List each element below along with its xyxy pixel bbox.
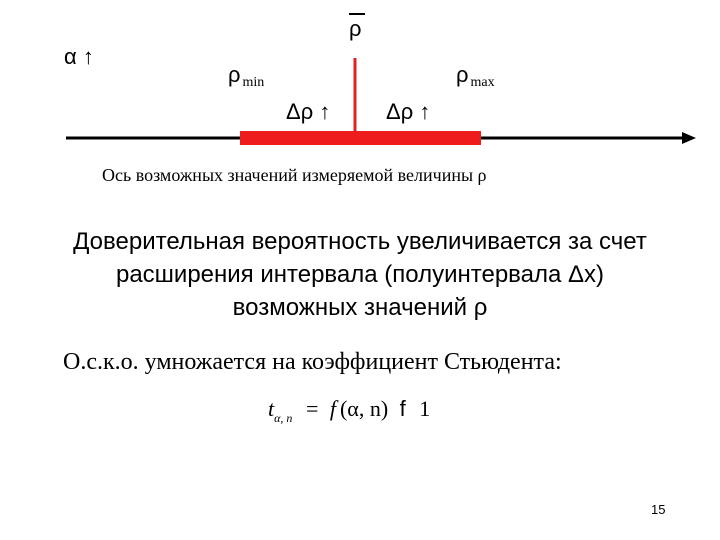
- axis-arrowhead: [682, 132, 696, 144]
- rho-min-symbol: ρ: [228, 62, 241, 87]
- mean-rho-label: ρ: [349, 16, 362, 41]
- text-line-3: возможных значений ρ: [232, 294, 488, 321]
- formula-equals: =: [305, 396, 319, 421]
- text-line-1: Доверительная вероятность увеличивается за счет: [73, 228, 647, 255]
- rho-min-subscript: min: [242, 75, 265, 90]
- formula-t: t: [268, 396, 275, 421]
- page-number: 15: [651, 502, 666, 517]
- student-coefficient-text: О.с.к.о. умножается на коэффициент Стьюдента:: [63, 349, 562, 375]
- alpha-label: α ↑: [64, 44, 94, 69]
- formula-relation: f: [399, 396, 406, 421]
- delta-rho-right: Δρ ↑: [386, 99, 431, 124]
- formula-one: 1: [419, 396, 431, 421]
- text-line-2: расширения интервала (полуинтервала Δх): [115, 261, 605, 288]
- formula-f: f: [329, 396, 336, 421]
- student-formula: [268, 396, 431, 425]
- confidence-interval-bar: [240, 131, 481, 145]
- rho-min-label: [228, 62, 264, 88]
- formula-t-subscript: α, n: [274, 411, 293, 425]
- rho-max-symbol: ρ: [456, 62, 469, 87]
- delta-rho-left: Δρ ↑: [286, 99, 331, 124]
- formula-args: (α, n): [339, 396, 389, 421]
- rho-max-subscript: max: [470, 75, 495, 90]
- rho-max-label: [456, 62, 495, 88]
- axis-caption: Ось возможных значений измеряемой величины ρ: [102, 165, 487, 185]
